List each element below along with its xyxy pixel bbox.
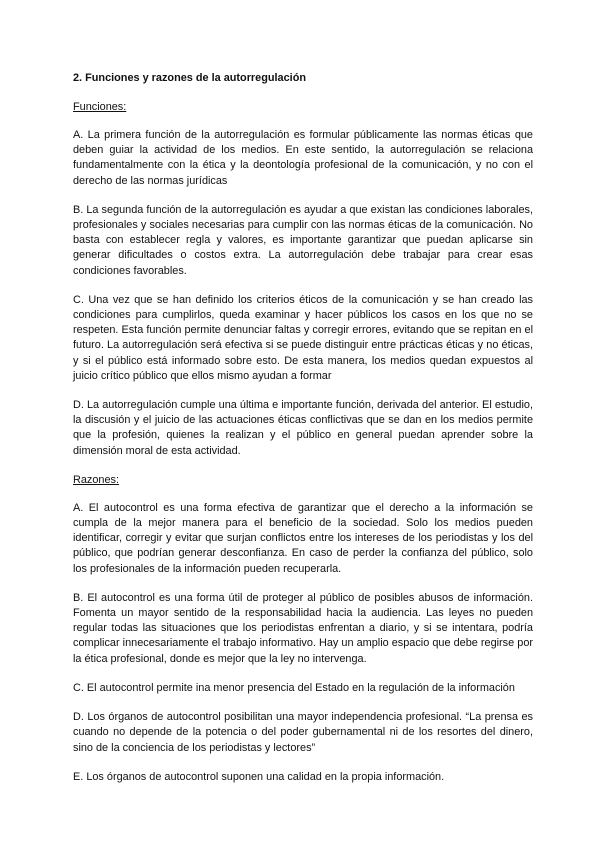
subheading-razones: Razones: <box>73 473 120 486</box>
paragraph-funcion-a: A. La primera función de la autorregulación es formular públicamente las normas éticas que deben guiar la actividad de los medios. En este sentido, la autorregulación se relaciona fundamentalmente con la ética y la deontología profesional de la comunicación, y no con el derecho de las normas jurídicas <box>73 129 533 187</box>
paragraph-funcion-b: B. La segunda función de la autorregulación es ayudar a que existan las condiciones laborales, profesionales y sociales necesarias para cumplir con las normas éticas de la comunicación. No basta con establecer regla y valores, es importante garantizar que puedan aplicarse sin generar dificultades o costos extra. La autorregulación debe trabajar para crear esas condiciones favorables. <box>73 203 533 277</box>
paragraph-razon-e: E. Los órganos de autocontrol suponen una calidad en la propia información. <box>73 770 445 783</box>
document-content <box>73 71 533 785</box>
section-title: 2. Funciones y razones de la autorregulación <box>73 72 307 84</box>
paragraph-razon-d: D. Los órganos de autocontrol posibilitan una mayor independencia profesional. “La prensa es cuando no depende de la potencia o del poder gubernamental ni de los resortes del dinero, sino de la conciencia de los periodistas y lectores” <box>73 711 533 754</box>
subheading-funciones: Funciones: <box>73 101 127 113</box>
paragraph-razon-c: C. El autocontrol permite ina menor presencia del Estado en la regulación de la información <box>73 681 515 694</box>
paragraph-funcion-c: C. Una vez que se han definido los criterios éticos de la comunicación y se han creado las condiciones para cumplirlos, queda examinar y hacer públicos los casos en los que no se respeten. Esta función permite denunciar faltas y corregir errores, evitando que se repitan en el futuro. La autorregulación será efectiva si se puede distinguir entre prácticas éticas y no éticas, y si el público está informado sobre esto. De esta manera, los medios quedan expuestos al juicio crítico público que ellos mismo ayudan a formar <box>73 293 533 382</box>
paragraph-razon-b: B. El autocontrol es una forma útil de proteger al público de posibles abusos de información. Fomenta un mayor sentido de la responsabilidad hacia la audiencia. Las leyes no pueden regular todas las situaciones que los periodistas enfrentan a diario, y si se intentara, podría complicar innecesariamente el trabajo informativo. Hay un amplio espacio que debe regirse por la ética profesional, donde es mejor que la ley no intervenga. <box>73 591 533 665</box>
paragraph-funcion-d: D. La autorregulación cumple una última e importante función, derivada del anterior. El estudio, la discusión y el juicio de las actuaciones éticas conflictivas que se dan en los medios permite que la profesión, quienes la realizan y el público en general puedan aprender sobre la dimensión moral de esta actividad. <box>73 399 533 457</box>
section-funciones <box>73 100 533 473</box>
section-razones <box>73 473 533 785</box>
paragraph-razon-a: A. El autocontrol es una forma efectiva de garantizar que el derecho a la información se cumpla de la mejor manera para el beneficio de la sociedad. Solo los medios pueden identificar, corregir y evitar que surjan conflictos entre los intereses de los periodistas y los del público, que podrían generar desconfianza. En caso de perder la confianza del público, solo los profesionales de la información pueden recuperarla. <box>73 501 533 575</box>
